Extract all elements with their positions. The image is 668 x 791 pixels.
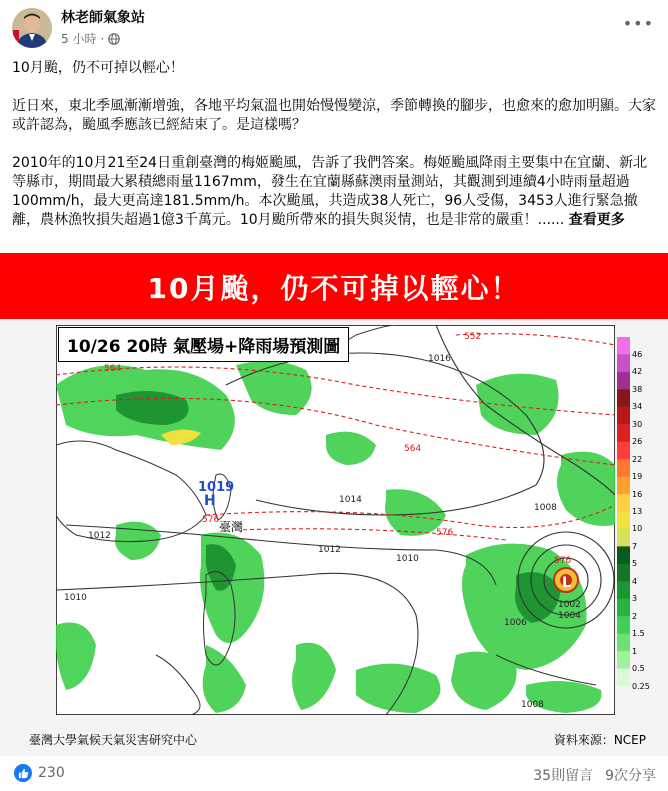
post-time[interactable]: 5 小時 [61,32,97,46]
colorbar-label: 26 [632,437,643,447]
svg-text:1004: 1004 [558,611,581,621]
forecast-map [56,325,615,715]
colorbar-swatch [617,494,630,512]
svg-text:576: 576 [554,556,572,566]
colorbar-swatch [617,459,630,477]
image-banner [0,253,668,319]
map-title: 10/26 20時 氣壓場+降雨場預測圖 [58,327,349,362]
colorbar-label: 0.25 [632,681,650,691]
colorbar-swatch [617,669,630,686]
colorbar-swatch [617,477,630,495]
globe-icon [108,33,120,45]
author-name[interactable]: 林老師氣象站 [61,10,145,26]
colorbar-label: 46 [632,349,643,359]
post-text [12,59,657,249]
svg-text:1008: 1008 [521,700,544,710]
colorbar-label: 3 [632,594,638,604]
colorbar-label: 42 [632,367,643,377]
post-paragraph-1: 10月颱，仍不可掉以輕心！ [12,60,184,76]
colorbar-swatch [617,354,630,372]
colorbar-label: 30 [632,419,643,429]
place-taiwan: 臺灣 [219,520,244,534]
avatar-image [12,8,52,48]
credit-right: 資料來源：NCEP [553,733,646,747]
high-pressure-value: 1019 [198,480,235,495]
colorbar-swatch [617,389,630,407]
banner-title: 10月颱，仍不可掉以輕心！ [147,272,521,305]
colorbar-swatch [617,564,630,582]
colorbar-swatch [617,372,630,390]
svg-text:1014: 1014 [339,495,362,505]
colorbar-swatch [617,424,630,442]
colorbar-label: 10 [632,524,643,534]
avatar[interactable] [12,8,52,48]
colorbar-label: 5 [632,559,638,569]
colorbar-label: 22 [632,454,643,464]
credit-left: 臺灣大學氣候天氣災害研究中心 [29,733,198,747]
post-paragraph-3 [12,154,657,230]
colorbar-swatch [617,442,630,460]
svg-text:1016: 1016 [428,354,451,364]
post-image[interactable] [0,253,668,756]
svg-text:564: 564 [104,364,122,374]
colorbar [617,337,630,686]
colorbar-label: 1 [632,646,638,656]
svg-text:576: 576 [202,515,220,525]
colorbar-swatch [617,634,630,652]
colorbar-label: 38 [632,384,643,394]
colorbar-swatch [617,616,630,634]
colorbar-label: 4 [632,576,638,586]
like-icon [14,764,32,782]
svg-text:1012: 1012 [318,545,341,555]
post-paragraph-2: 近日來，東北季風漸漸增強，各地平均氣溫也開始慢慢變涼，季節轉換的腳步，也愈來的愈加明顯。大家或許認為，颱風季應該已經結束了。是這樣嗎？ [12,98,656,133]
comment-count[interactable]: 35則留言 [533,768,594,784]
svg-text:1002: 1002 [558,600,581,610]
colorbar-swatch [617,599,630,617]
colorbar-swatch [617,651,630,669]
more-options-icon[interactable]: ••• [622,14,654,33]
svg-text:1006: 1006 [504,618,527,628]
svg-text:1010: 1010 [64,593,87,603]
svg-text:1008: 1008 [534,503,557,513]
colorbar-swatch [617,337,630,355]
post-header [12,8,145,48]
colorbar-label: 0.5 [632,664,645,674]
colorbar-label: 19 [632,472,643,482]
svg-text:1010: 1010 [396,554,419,564]
colorbar-label: 34 [632,402,643,412]
colorbar-label: 2 [632,611,638,621]
post-meta [61,30,145,47]
colorbar-swatch [617,546,630,564]
colorbar-labels [632,337,662,691]
high-pressure-letter: H [204,493,216,509]
meta-dot: · [100,31,105,46]
colorbar-swatch [617,529,630,547]
colorbar-label: 16 [632,489,643,499]
post-stats [533,765,656,785]
colorbar-swatch [617,512,630,530]
svg-text:576: 576 [436,528,454,538]
svg-text:1012: 1012 [88,531,111,541]
colorbar-label: 1.5 [632,629,645,639]
reactions[interactable] [14,764,65,782]
see-more-link[interactable]: 查看更多 [568,212,625,228]
colorbar-label: 13 [632,507,643,516]
share-count[interactable]: 9次分享 [605,768,656,784]
post-paragraph-3-text: 2010年的10月21至24日重創臺灣的梅姬颱風，告訴了我們答案。梅姬颱風降雨主要集中在宜蘭、新北等縣市，期間最大累積總雨量1167mm，發生在宜蘭縣蘇澳雨量測站，其觀測到連續4小時雨量超過100mm/h，最大更高達181.5mm/h。本次颱風，共造成38人死亡，96人受傷，3453人進行緊急撤離，農林漁牧損失超過1億3千萬元。10月颱所帶來的損失與災情，也是非常的嚴重！...... [12,155,648,228]
low-pressure-letter: L [562,575,571,591]
colorbar-swatch [617,407,630,425]
reaction-count[interactable]: 230 [38,765,65,781]
colorbar-label: 7 [632,541,638,551]
svg-text:552: 552 [464,332,482,342]
colorbar-swatch [617,581,630,599]
svg-text:564: 564 [404,444,422,454]
